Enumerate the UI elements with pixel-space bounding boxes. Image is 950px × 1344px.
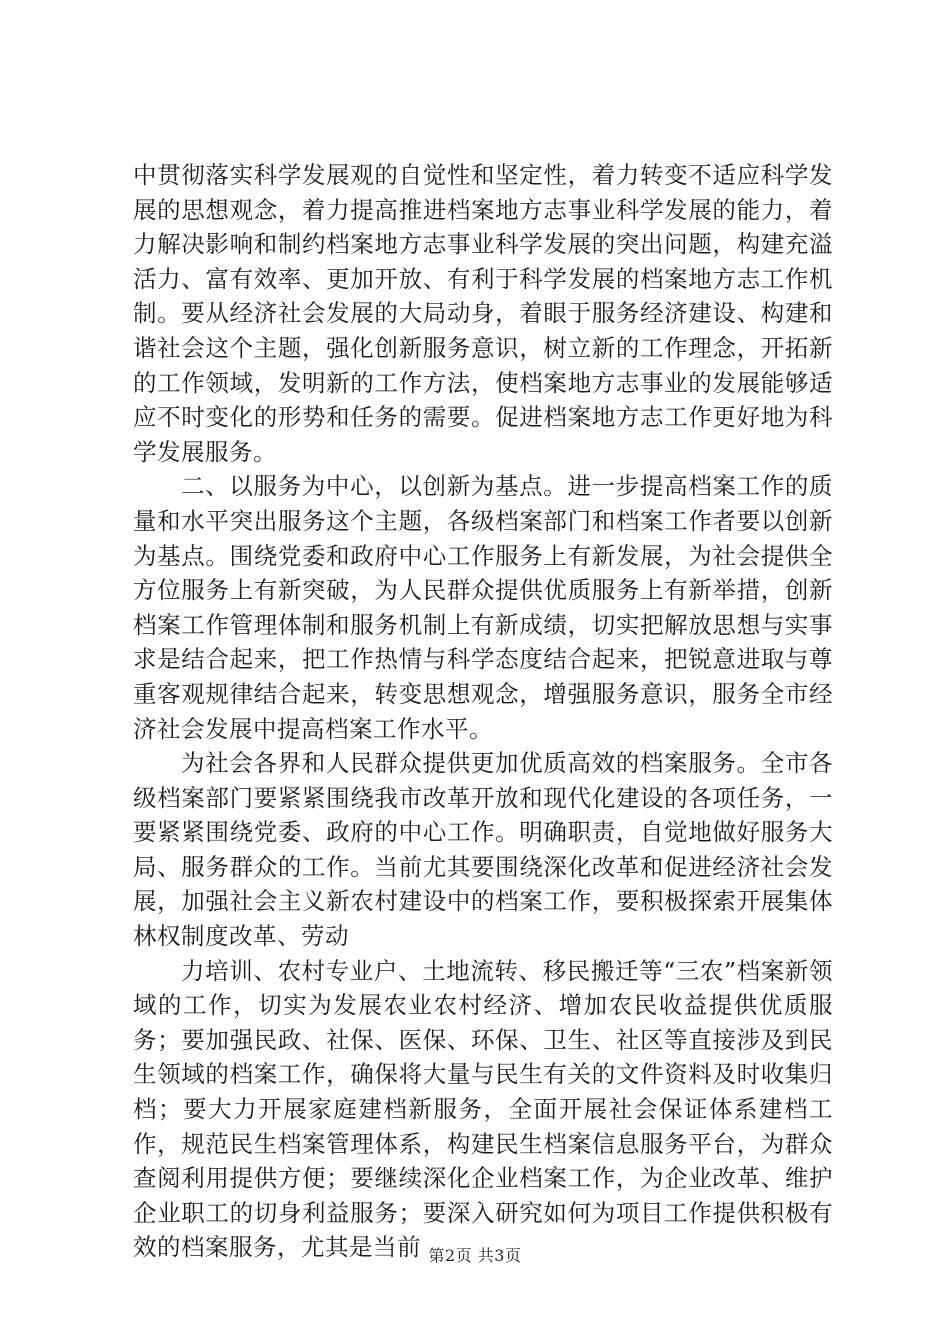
paragraph-4: 力培训、农村专业户、土地流转、移民搬迁等“三农”档案新领域的工作，切实为发展农业农村经济、增加农民收益提供优质服务；要加强民政、社保、医保、环保、卫生、社区等直接涉及到民生领域的档案工作，确保将大量与民生有关的文件资料及时收集归档；要大力开展家庭建档新服务，全面开展社会保证体系建档工作，规范民生档案管理体系，构建民生档案信息服务平台，为群众查阅利用提供方便；要继续深化企业档案工作，为企业改革、维护企业职工的切身利益服务；要深入研究如何为项目工作提供积极有效的档案服务，尤其是当前 xyxy=(133,956,833,1262)
paragraph-3: 为社会各界和人民群众提供更加优质高效的档案服务。全市各级档案部门要紧紧围绕我市改革开放和现代化建设的各项任务，一要紧紧围绕党委、政府的中心工作。明确职责，自觉地做好服务大局、服务群众的工作。当前尤其要围绕深化改革和促进经济社会发展，加强社会主义新农村建设中的档案工作，要积极探索开展集体林权制度改革、劳动 xyxy=(133,749,833,951)
paragraph-2: 二、以服务为中心，以创新为基点。进一步提高档案工作的质量和水平突出服务这个主题，各级档案部门和档案工作者要以创新为基点。围绕党委和政府中心工作服务上有新发展，为社会提供全方位服务上有新突破，为人民群众提供优质服务上有新举措，创新档案工作管理体制和服务机制上有新成绩，切实把解放思想与实事求是结合起来，把工作热情与科学态度结合起来，把锐意进取与尊重客观规律结合起来，转变思想观念，增强服务意识，服务全市经济社会发展中提高档案工作水平。 xyxy=(133,472,833,743)
page-number-footer: 第2页 共3页 xyxy=(428,1246,522,1265)
document-body xyxy=(133,158,833,1265)
paragraph-1: 中贯彻落实科学发展观的自觉性和坚定性，着力转变不适应科学发展的思想观念，着力提高推进档案地方志事业科学发展的能力，着力解决影响和制约档案地方志事业科学发展的突出问题，构建充溢活力、富有效率、更加开放、有利于科学发展的档案地方志工作机制。要从经济社会发展的大局动身，着眼于服务经济建设、构建和谐社会这个主题，强化创新服务意识，树立新的工作理念，开拓新的工作领域，发明新的工作方法，使档案地方志事业的发展能够适应不时变化的形势和任务的需要。促进档案地方志工作更好地为科学发展服务。 xyxy=(133,161,833,466)
